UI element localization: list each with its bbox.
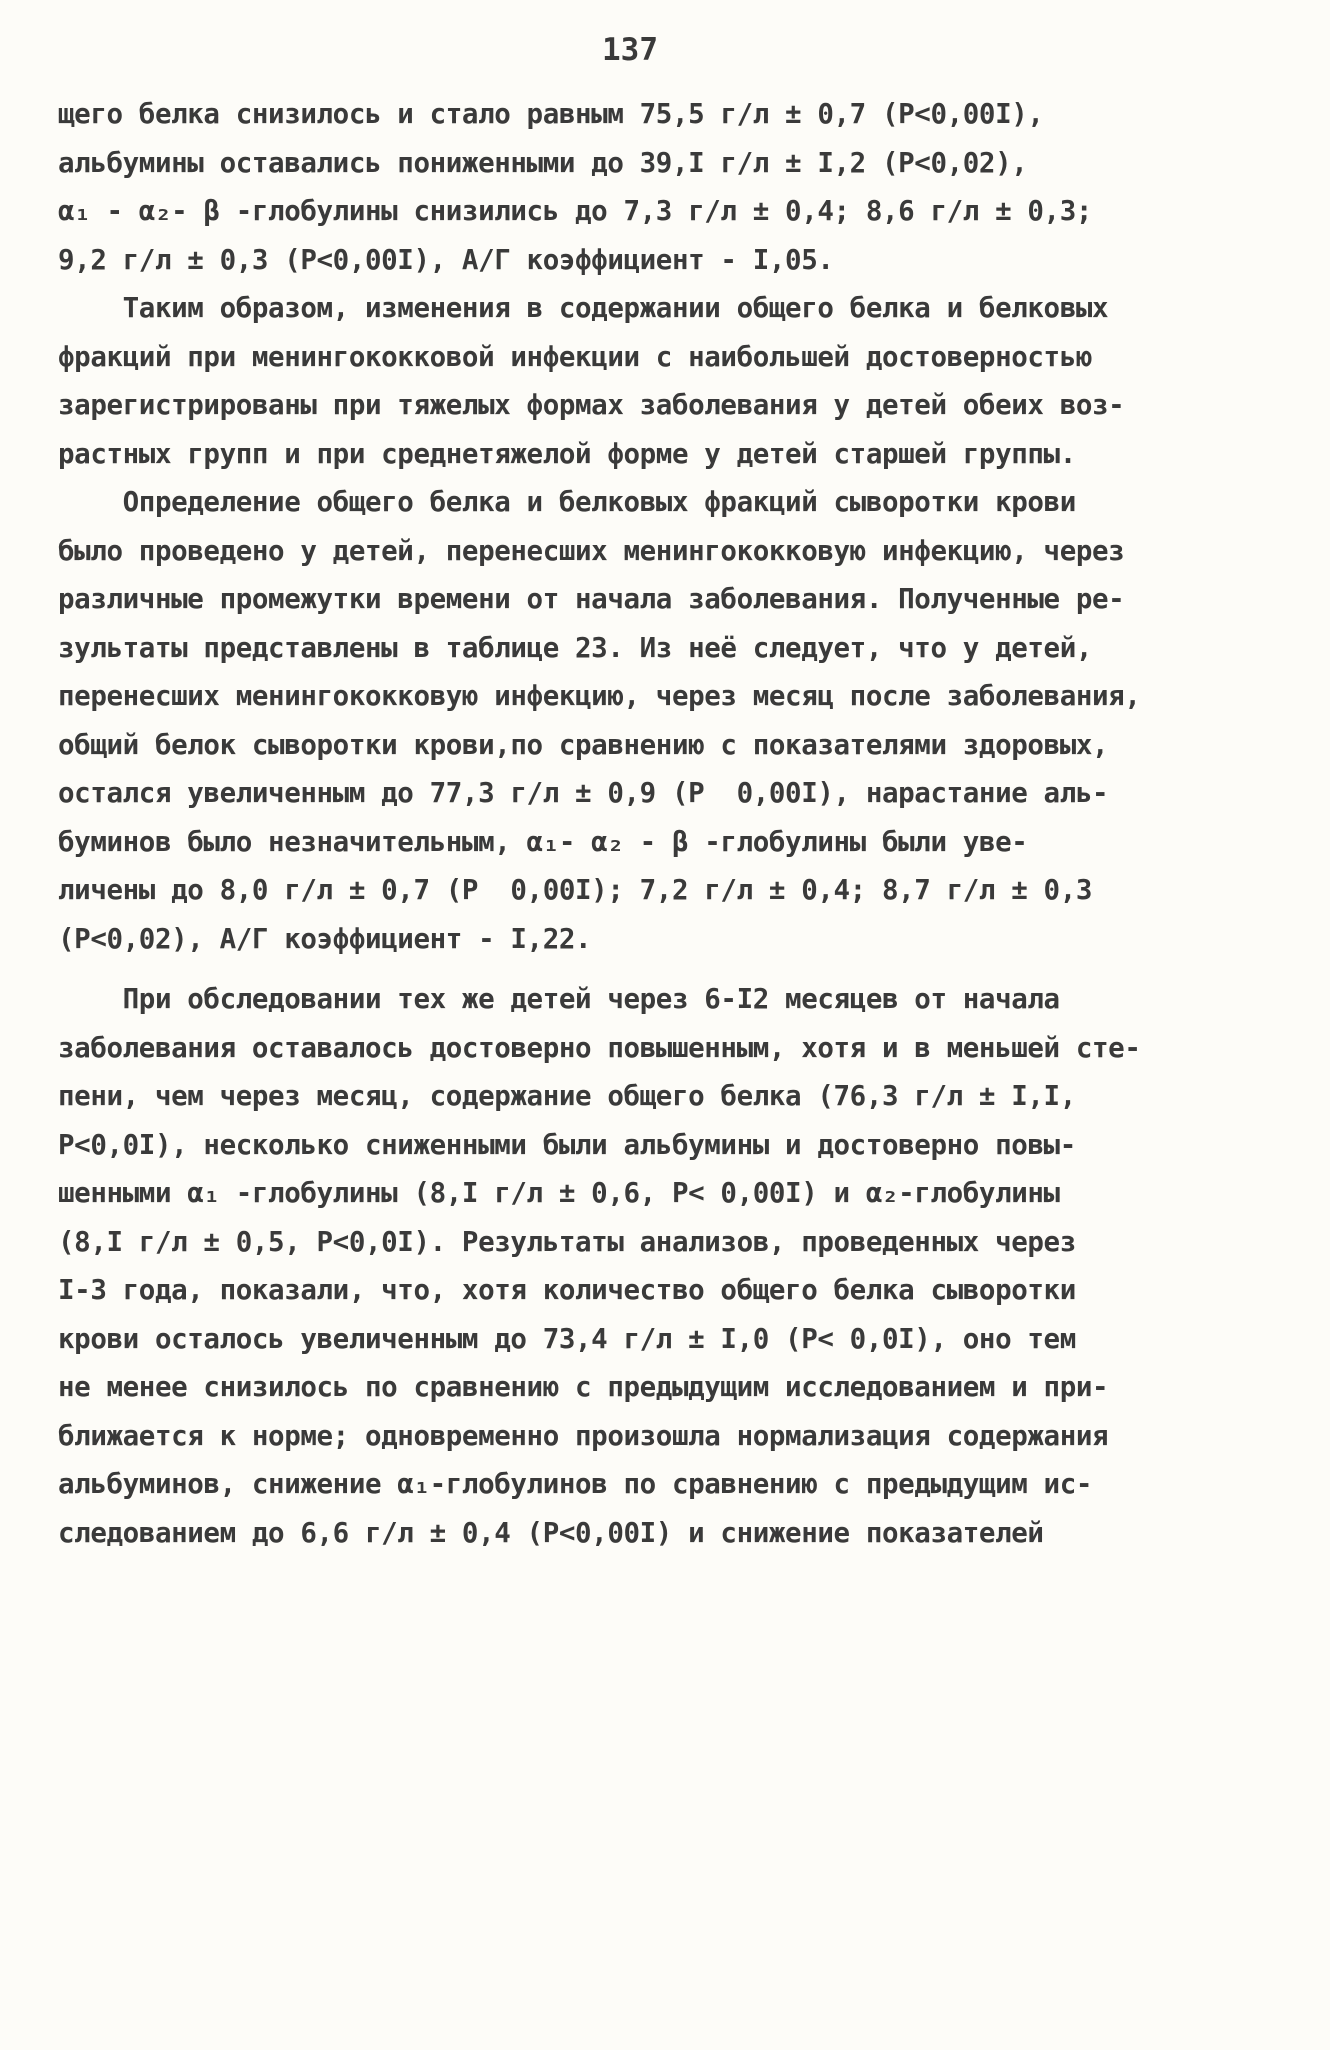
text-line: (P<0,02), А/Г коэффициент - I,22.: [58, 922, 592, 955]
text-line: альбумины оставались пониженными до 39,I г/л ± I,2 (P<0,02),: [58, 146, 1028, 179]
body-text: [58, 90, 1280, 1557]
text-line: следованием до 6,6 г/л ± 0,4 (P<0,00I) и снижение показателей: [58, 1516, 1044, 1549]
text-line: не менее снизилось по сравнению с предыдущим исследованием и при-: [58, 1371, 1109, 1403]
text-line: крови осталось увеличенным до 73,4 г/л ± I,0 (P< 0,0I), оно тем: [58, 1322, 1076, 1355]
text-line: фракций при менингококковой инфекции с наибольшей достоверностью: [58, 340, 1093, 373]
text-line: 9,2 г/л ± 0,3 (P<0,00I), А/Г коэффициент - I,05.: [58, 243, 834, 276]
text-line: перенесших менингококковую инфекцию, через месяц после заболевания,: [58, 680, 1141, 712]
text-line: щего белка снизилось и стало равным 75,5 г/л ± 0,7 (P<0,00I),: [58, 98, 1044, 130]
text-line: зультаты представлены в таблице 23. Из неё следует, что у детей,: [58, 631, 1093, 664]
text-line: заболевания оставалось достоверно повышенным, хотя и в меньшей сте-: [58, 1031, 1141, 1064]
paragraph-gap: [58, 963, 1280, 975]
page-number: 137: [602, 32, 658, 68]
text-line: P<0,0I), несколько сниженными были альбумины и достоверно повы-: [58, 1128, 1076, 1161]
text-line: (8,I г/л ± 0,5, P<0,0I). Результаты анализов, проведенных через: [58, 1225, 1076, 1258]
text-line: α₁ - α₂- β -глобулины снизились до 7,3 г/л ± 0,4; 8,6 г/л ± 0,3;: [58, 195, 1093, 227]
text-line: различные промежутки времени от начала заболевания. Полученные ре-: [58, 583, 1125, 615]
text-line: остался увеличенным до 77,3 г/л ± 0,9 (P 0,00I), нарастание аль-: [58, 777, 1109, 809]
text-line: пени, чем через месяц, содержание общего белка (76,3 г/л ± I,I,: [58, 1080, 1076, 1112]
text-line: При обследовании тех же детей через 6-I2 месяцев от начала: [58, 983, 1060, 1015]
text-line: было проведено у детей, перенесших менингококковую инфекцию, через: [58, 534, 1125, 567]
text-line: буминов было незначительным, α₁- α₂ - β -глобулины были уве-: [58, 825, 1028, 858]
text-line: альбуминов, снижение α₁-глобулинов по сравнению с предыдущим ис-: [58, 1468, 1093, 1500]
text-line: личены до 8,0 г/л ± 0,7 (P 0,00I); 7,2 г/л ± 0,4; 8,7 г/л ± 0,3: [58, 874, 1093, 906]
text-line: Определение общего белка и белковых фракций сыворотки крови: [58, 486, 1076, 518]
text-line: ближается к норме; одновременно произошла нормализация содержания: [58, 1419, 1109, 1452]
text-line: I-3 года, показали, что, хотя количество общего белка сыворотки: [58, 1274, 1076, 1306]
text-line: шенными α₁ -глобулины (8,I г/л ± 0,6, P< 0,00I) и α₂-глобулины: [58, 1177, 1060, 1209]
text-line: общий белок сыворотки крови,по сравнению с показателями здоровых,: [58, 728, 1109, 761]
text-line: зарегистрированы при тяжелых формах заболевания у детей обеих воз-: [58, 389, 1125, 421]
text-line: растных групп и при среднетяжелой форме у детей старшей группы.: [58, 437, 1076, 470]
text-line: Таким образом, изменения в содержании общего белка и белковых: [58, 292, 1109, 324]
